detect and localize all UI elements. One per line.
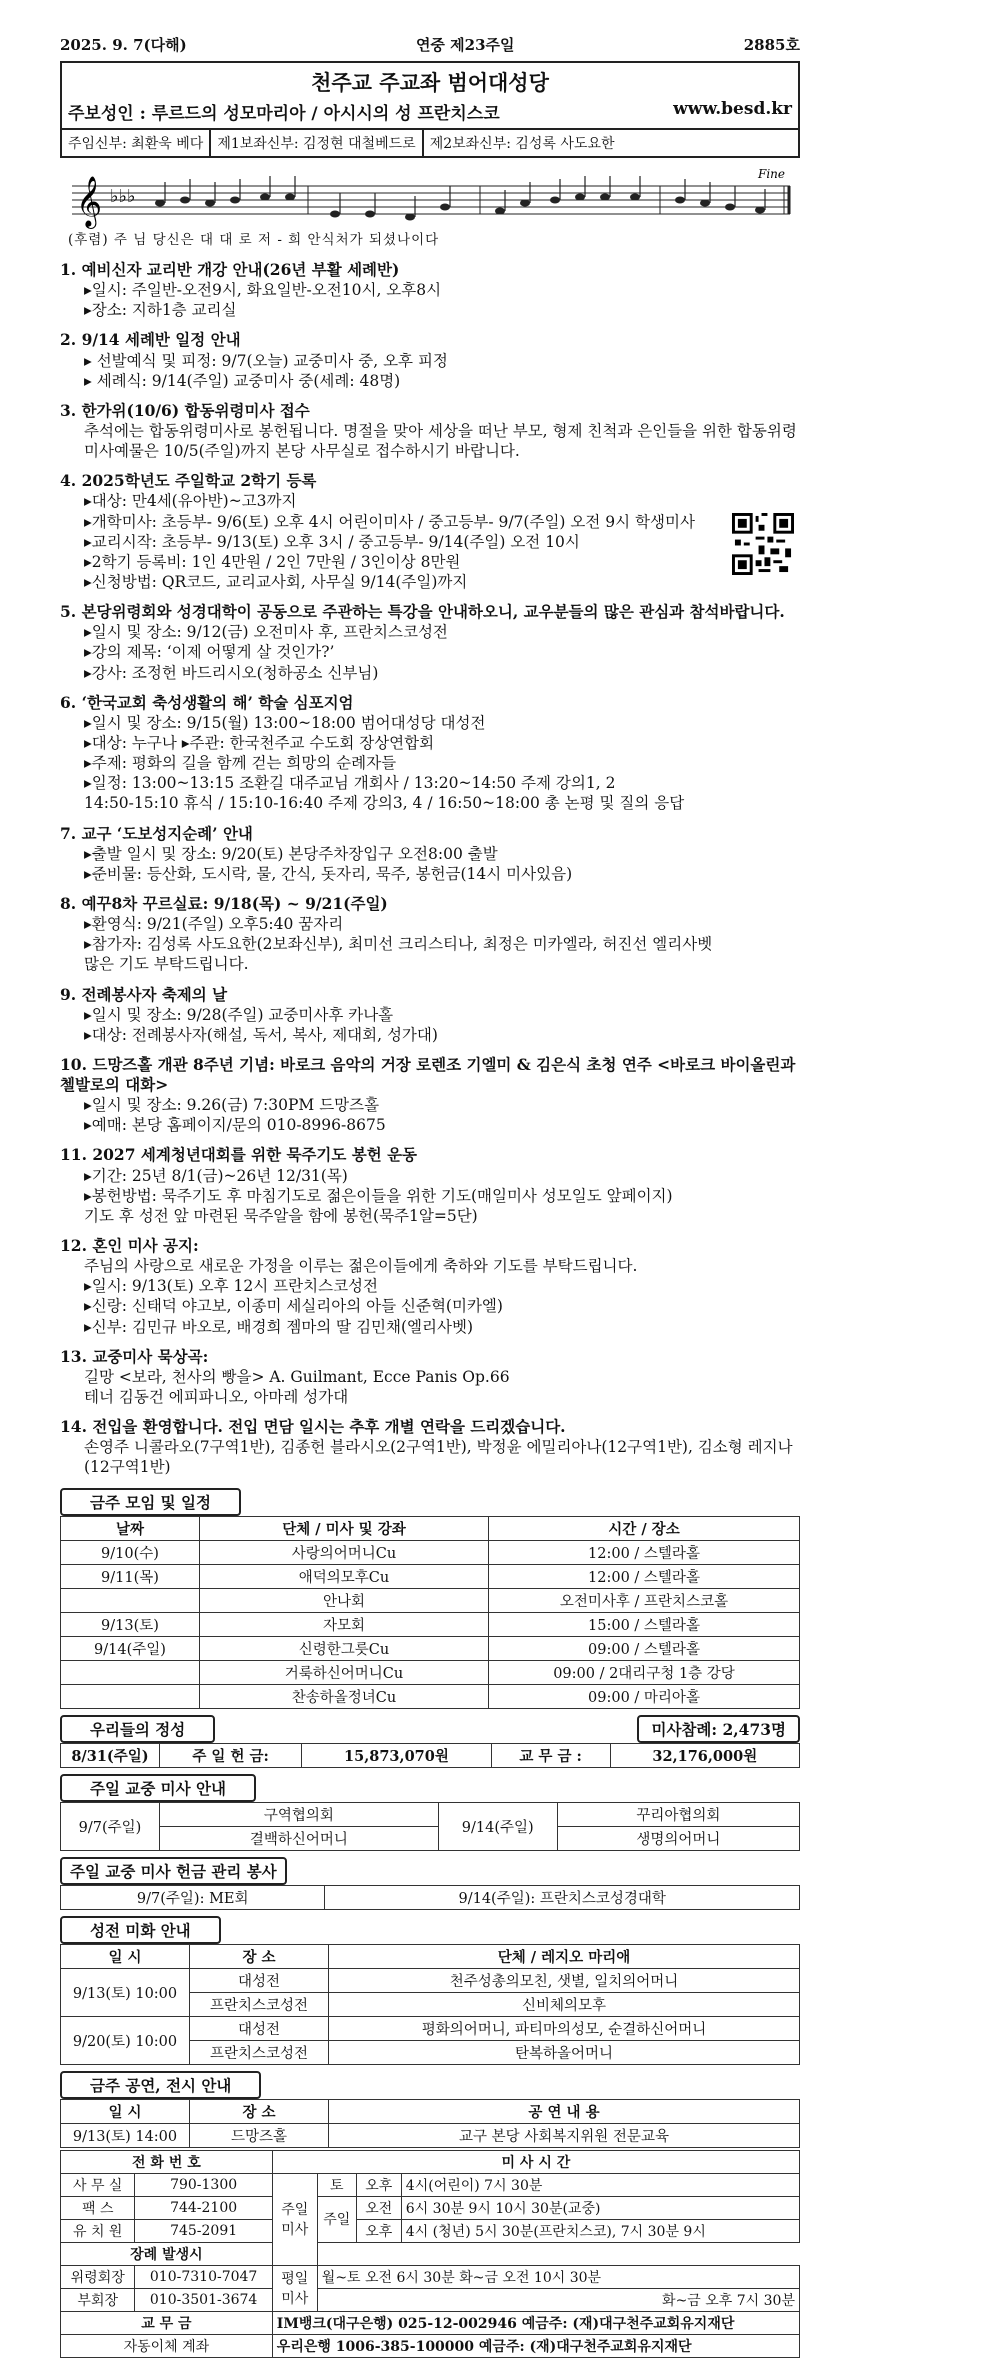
weekly-table (60, 1516, 800, 1709)
weekly-cell (61, 1684, 200, 1708)
main-mass-date-1: 9/7(주일) (61, 1802, 160, 1850)
announcement-title: 14. 전입을 환영합니다. 전입 면담 일시는 추후 개별 연락을 드리겠습니다. (60, 1417, 566, 1437)
sun-label: 주일 (317, 2196, 356, 2242)
announcement-title: 3. 한가위(10/6) 합동위령미사 접수 (60, 400, 310, 420)
weekly-row (61, 1540, 800, 1564)
weekly-cell: 오전미사후 / 프란치스코홀 (489, 1588, 800, 1612)
events-date: 9/13(토) 14:00 (61, 2123, 190, 2147)
weekday-mass-2: 화~금 오후 7시 30분 (317, 2288, 799, 2311)
announcement-title: 9. 전례봉사자 축제의 날 (60, 984, 228, 1004)
weekly-title: 금주 모임 및 일정 (60, 1488, 241, 1516)
cleaning-place-1: 대성전 (190, 1968, 329, 1992)
cleaning-header-date: 일 시 (61, 1944, 190, 1968)
announcement-line: ▸신부: 김민규 바오로, 배경희 젬마의 딸 김민채(엘리사벳) (84, 1317, 473, 1336)
bulletin-issue: 2885호 (743, 36, 800, 54)
announcement-line: ▸일시 및 장소: 9/15(월) 13:00~18:00 범어대성당 대성전 (84, 713, 486, 732)
announcement-line: ▸강사: 조정헌 바드리시오(청하공소 신부님) (84, 663, 379, 682)
events-header-date: 일 시 (61, 2099, 190, 2123)
cleaning-date-1: 9/13(토) 10:00 (61, 1968, 190, 2016)
announcement-line: 기도 후 성전 앞 마련된 묵주알을 함에 봉헌(묵주1알=5단) (84, 1206, 478, 1225)
church-header (60, 61, 800, 130)
events-title: 금주 공연, 전시 안내 (60, 2071, 261, 2099)
phone-number-2: 744-2100 (135, 2196, 272, 2219)
bulletin-page (60, 0, 800, 2358)
weekly-cell: 12:00 / 스텔라홀 (489, 1564, 800, 1588)
announcement-item (60, 1417, 800, 1477)
weekly-cell (61, 1660, 200, 1684)
announcement-title: 11. 2027 세계청년대회를 위한 묵주기도 봉헌 운동 (60, 1145, 418, 1165)
priests-row (60, 130, 800, 158)
weekly-cell: 09:00 / 마리아홀 (489, 1684, 800, 1708)
announcement-line: 추석에는 합동위령미사로 봉헌됩니다. 명절을 맞아 세상을 떠난 부모, 형제 친척과 은인들을 위한 합동위령미사예물은 10/5(주일)까지 본당 사무실로 접수하시기 바랍니다. (84, 421, 797, 461)
offering-title: 우리들의 정성 (60, 1715, 215, 1743)
weekly-cell: 09:00 / 스텔라홀 (489, 1636, 800, 1660)
announcement-line: ▸환영식: 9/21(주일) 오후5:40 꿈자리 (84, 915, 344, 934)
hymn-lyrics: (후렴) 주 님 당신은 대 대 로 저 - 희 안식처가 되셨나이다 (68, 232, 440, 248)
announcement-line: ▸대상: 전례봉사자(해설, 독서, 복사, 제대회, 성가대) (84, 1025, 438, 1044)
announcement-title: 13. 교중미사 묵상곡: (60, 1346, 209, 1366)
weekly-cell: 신령한그릇Cu (200, 1636, 489, 1660)
weekly-row (61, 1636, 800, 1660)
info-table (60, 2150, 800, 2358)
events-table (60, 2099, 800, 2148)
mass-period-2: 오전 (356, 2196, 401, 2219)
collection-left: 9/7(주일): ME회 (61, 1885, 325, 1909)
bulletin-date: 2025. 9. 7(다해) (60, 36, 187, 54)
weekly-cell: 9/10(수) (61, 1540, 200, 1564)
collection-right: 9/14(주일): 프란치스코성경대학 (325, 1885, 800, 1909)
phone-label-2: 팩 스 (61, 2196, 135, 2219)
announcement-line: ▸기간: 25년 8/1(금)~26년 12/31(목) (84, 1166, 348, 1185)
announcement-line: ▸일시 및 장소: 9/28(주일) 교중미사후 카나홀 (84, 1005, 394, 1024)
announcement-line: ▸신랑: 신태덕 야고보, 이종미 세실리아의 아들 신준혁(미카엘) (84, 1297, 503, 1316)
website-link[interactable]: www.besd.kr (673, 99, 792, 119)
collection-title: 주일 교중 미사 헌금 관리 봉사 (60, 1857, 287, 1885)
funeral-label-2: 부회장 (61, 2288, 135, 2311)
weekly-header-group: 단체 / 미사 및 강좌 (200, 1516, 489, 1540)
cleaning-place-3: 대성전 (190, 2016, 329, 2040)
offering-table (60, 1743, 800, 1768)
announcement-line: ▸장소: 지하1층 교리실 (84, 301, 237, 320)
events-place: 드망즈홀 (190, 2123, 329, 2147)
cleaning-group-1: 천주성총의모친, 샛별, 일치의어머니 (329, 1968, 800, 1992)
music-notation-icon (60, 166, 800, 236)
announcement-title: 5. 본당위령회와 성경대학이 공동으로 주관하는 특강을 안내하오니, 교우분들의 많은 관심과 참석바랍니다. (60, 602, 785, 622)
weekday-mass-label: 평일 미사 (272, 2265, 317, 2311)
cleaning-header-group: 단체 / 레지오 마리애 (329, 1944, 800, 1968)
announcement-item (60, 1236, 800, 1337)
weekly-row (61, 1660, 800, 1684)
cleaning-place-4: 프란치스코성전 (190, 2040, 329, 2064)
diocese-amount: 32,176,000원 (610, 1743, 799, 1767)
announcement-item (60, 1347, 800, 1407)
sunday-mass-label: 주일 미사 (272, 2173, 317, 2265)
phone-number-1: 790-1300 (135, 2173, 272, 2196)
mass-time-1: 4시(어린이) 7시 30분 (401, 2173, 799, 2196)
events-header-content: 공 연 내 용 (329, 2099, 800, 2123)
announcement-line: ▸출발 일시 및 장소: 9/20(토) 본당주차장입구 오전8:00 출발 (84, 844, 498, 863)
collection-table (60, 1885, 800, 1910)
announcement-line: ▸ 선발예식 및 피정: 9/7(오늘) 교중미사 중, 오후 피정 (84, 351, 448, 370)
announcement-line: ▸대상: 만4세(유아반)~고3까지 (84, 492, 297, 511)
diocese-label: 교 무 금 : (491, 1743, 610, 1767)
qr-code-icon[interactable] (730, 513, 796, 575)
announcement-line: ▸개학미사: 초등부- 9/6(토) 오후 4시 어린이미사 / 중고등부- 9/7(주일) 오전 9시 학생미사 (84, 512, 695, 531)
weekly-cell: 09:00 / 2대리구청 1층 강당 (489, 1660, 800, 1684)
weekly-cell: 거룩하신어머니Cu (200, 1660, 489, 1684)
announcement-title: 12. 혼인 미사 공지: (60, 1236, 199, 1256)
hymn-staff (60, 166, 800, 236)
phone-label-1: 사 무 실 (61, 2173, 135, 2196)
sat-label: 토 (317, 2173, 356, 2196)
announcement-list (60, 260, 800, 1478)
announcement-item (60, 471, 800, 592)
mass-period-3: 오후 (356, 2219, 401, 2242)
attendance-count: 미사참례: 2,473명 (637, 1715, 800, 1743)
mass-times-title: 미 사 시 간 (272, 2150, 799, 2173)
weekly-cell: 9/13(토) (61, 1612, 200, 1636)
main-mass-group-2a: 꾸리아협의회 (557, 1802, 799, 1826)
announcement-item (60, 985, 800, 1045)
announcement-line: ▸교리시작: 초등부- 9/13(토) 오후 3시 / 중고등부- 9/14(주일) 오전 10시 (84, 532, 580, 551)
cleaning-group-4: 탄복하올어머니 (329, 2040, 800, 2064)
announcement-line: ▸일시 및 장소: 9/12(금) 오전미사 후, 프란치스코성전 (84, 623, 448, 642)
svg-text:𝄞: 𝄞 (76, 176, 103, 227)
funeral-label-1: 위령회장 (61, 2265, 135, 2288)
weekly-header-place: 시간 / 장소 (489, 1516, 800, 1540)
announcement-title: 4. 2025학년도 주일학교 2학기 등록 (60, 471, 317, 491)
announcement-line: ▸ 세례식: 9/14(주일) 교중미사 중(세례: 48명) (84, 371, 401, 390)
weekly-row (61, 1684, 800, 1708)
patron-saints: 주보성인 : 루르드의 성모마리아 / 아시시의 성 프란치스코 (68, 104, 500, 124)
announcement-line: 14:50-15:10 휴식 / 15:10-16:40 주제 강의3, 4 / 16:50~18:00 총 논평 및 질의 응답 (84, 794, 685, 813)
funeral-title: 장례 발생시 (61, 2242, 273, 2265)
announcement-title: 8. 예꾸8차 꾸르실료: 9/18(목) ~ 9/21(주일) (60, 893, 388, 913)
mass-time-3: 4시 (청년) 5시 30분(프란치스코), 7시 30분 9시 (401, 2219, 799, 2242)
phone-label-3: 유 치 원 (61, 2219, 135, 2242)
weekly-row (61, 1588, 800, 1612)
offering-date: 8/31(주일) (61, 1743, 160, 1767)
announcement-title: 10. 드망즈홀 개관 8주년 기념: 바로크 음악의 거장 로렌조 기엘미 & 김은식 초청 연주 <바로크 바이올린과 첼발로의 대화> (60, 1054, 796, 1095)
announcement-line: ▸일시 및 장소: 9.26(금) 7:30PM 드망즈홀 (84, 1096, 380, 1115)
announcement-item (60, 894, 800, 975)
announcement-line: 주님의 사랑으로 새로운 가정을 이루는 젊은이들에게 축하와 기도를 부탁드립니다. (84, 1257, 638, 1276)
announcement-item (60, 693, 800, 814)
weekly-cell: 9/11(목) (61, 1564, 200, 1588)
cleaning-table (60, 1944, 800, 2065)
announcement-line: ▸준비물: 등산화, 도시락, 물, 간식, 돗자리, 묵주, 봉헌금(14시 미사있음) (84, 864, 573, 883)
main-mass-table (60, 1802, 800, 1851)
announcement-item (60, 1055, 800, 1136)
announcement-title: 6. ‘한국교회 축성생활의 해’ 학술 심포지엄 (60, 692, 354, 712)
announcement-item (60, 602, 800, 683)
hymn-fine: Fine (758, 167, 785, 181)
mass-period-1: 오후 (356, 2173, 401, 2196)
announcement-line: ▸강의 제목: ‘이제 어떻게 살 것인가?’ (84, 643, 335, 662)
sunday-offering-label: 주 일 헌 금: (160, 1743, 302, 1767)
bulletin-week: 연중 제23주일 (415, 36, 515, 54)
events-header-place: 장 소 (190, 2099, 329, 2123)
announcement-line: ▸2학기 등록비: 1인 4만원 / 2인 7만원 / 3인이상 8만원 (84, 552, 461, 571)
announcement-line: 길망 <보라, 천사의 빵을> A. Guilmant, Ecce Panis Op.66 (84, 1367, 510, 1386)
weekly-cell: 안나회 (200, 1588, 489, 1612)
weekly-header-date: 날짜 (61, 1516, 200, 1540)
main-mass-group-2b: 생명의어머니 (557, 1826, 799, 1850)
funeral-number-1: 010-7310-7047 (135, 2265, 272, 2288)
announcement-item (60, 330, 800, 390)
svg-text:♭♭♭: ♭♭♭ (110, 186, 136, 207)
announcement-title: 2. 9/14 세례반 일정 안내 (60, 330, 241, 350)
funeral-number-2: 010-3501-3674 (135, 2288, 272, 2311)
announcement-item (60, 1145, 800, 1226)
announcement-line: 손영주 니콜라오(7구역1반), 김종헌 블라시오(2구역1반), 박정윤 에밀리아나(12구역1반), 김소형 레지나(12구역1반) (84, 1438, 793, 1477)
weekly-cell: 애덕의모후Cu (200, 1564, 489, 1588)
bank-account-2: 우리은행 1006-385-100000 예금주: (재)대구천주교회유지재단 (272, 2334, 799, 2357)
bank-account-1: IM뱅크(대구은행) 025-12-002946 예금주: (재)대구천주교회유지재단 (272, 2311, 799, 2334)
cleaning-place-2: 프란치스코성전 (190, 1992, 329, 2016)
cleaning-header-place: 장 소 (190, 1944, 329, 1968)
weekly-cell: 9/14(주일) (61, 1636, 200, 1660)
donation-title: 교 무 금 (61, 2311, 273, 2334)
announcement-line: ▸대상: 누구나 ▸주관: 한국천주교 수도회 장상연합회 (84, 733, 435, 752)
announcement-item (60, 401, 800, 461)
cleaning-group-3: 평화의어머니, 파티마의성모, 순결하신어머니 (329, 2016, 800, 2040)
announcement-line: ▸참가자: 김성록 사도요한(2보좌신부), 최미선 크리스티나, 최정은 미카엘라, 허진선 엘리사벳 (84, 935, 713, 954)
announcement-item (60, 824, 800, 884)
weekly-cell: 자모회 (200, 1612, 489, 1636)
cleaning-group-2: 신비체의모후 (329, 1992, 800, 2016)
main-mass-group-1a: 구역협의회 (160, 1802, 439, 1826)
weekday-mass-1: 월~토 오전 6시 30분 화~금 오전 10시 30분 (317, 2265, 799, 2288)
announcement-line: ▸예매: 본당 홈페이지/문의 010-8996-8675 (84, 1116, 386, 1135)
weekly-cell: 사랑의어머니Cu (200, 1540, 489, 1564)
announcement-title: 1. 예비신자 교리반 개강 안내(26년 부활 세례반) (60, 260, 400, 279)
weekly-cell (61, 1588, 200, 1612)
cleaning-title: 성전 미화 안내 (60, 1916, 221, 1944)
announcement-line: 많은 기도 부탁드립니다. (84, 955, 249, 974)
announcement-item (60, 260, 800, 320)
main-mass-group-1b: 결백하신어머니 (160, 1826, 439, 1850)
weekly-row (61, 1612, 800, 1636)
weekly-cell: 12:00 / 스텔라홀 (489, 1540, 800, 1564)
assistant-2: 제2보좌신부: 김성록 사도요한 (429, 136, 615, 152)
announcement-line: ▸봉헌방법: 묵주기도 후 마침기도로 젊은이들을 위한 기도(매일미사 성모일도 앞페이지) (84, 1186, 673, 1205)
weekly-cell: 15:00 / 스텔라홀 (489, 1612, 800, 1636)
bulletin-topline (60, 34, 800, 55)
events-content: 교구 본당 사회복지위원 전문교육 (329, 2123, 800, 2147)
weekly-cell: 찬송하올정녀Cu (200, 1684, 489, 1708)
donation-sub: 자동이체 계좌 (61, 2334, 273, 2357)
main-mass-title: 주일 교중 미사 안내 (60, 1774, 256, 1802)
church-name: 천주교 주교좌 범어대성당 (311, 70, 549, 95)
announcement-line: ▸일시: 9/13(토) 오후 12시 프란치스코성전 (84, 1277, 378, 1296)
phone-number-3: 745-2091 (135, 2219, 272, 2242)
announcement-line: ▸신청방법: QR코드, 교리교사회, 사무실 9/14(주일)까지 (84, 572, 468, 591)
weekly-row (61, 1564, 800, 1588)
announcement-line: 테너 김동건 에피파니오, 아마레 성가대 (84, 1388, 349, 1407)
main-mass-date-2: 9/14(주일) (438, 1802, 557, 1850)
phones-title: 전 화 번 호 (61, 2150, 273, 2173)
announcement-line: ▸일정: 13:00~13:15 조환길 대주교님 개회사 / 13:20~14:50 주제 강의1, 2 (84, 774, 616, 793)
mass-time-2: 6시 30분 9시 10시 30분(교중) (401, 2196, 799, 2219)
assistant-1: 제1보좌신부: 김정현 대철베드로 (211, 130, 423, 156)
cleaning-date-3: 9/20(토) 10:00 (61, 2016, 190, 2064)
pastor: 주임신부: 최환욱 베다 (62, 130, 211, 156)
announcement-line: ▸일시: 주일반-오전9시, 화요일반-오전10시, 오후8시 (84, 281, 442, 300)
patron-line (62, 99, 798, 128)
announcement-title: 7. 교구 ‘도보성지순례’ 안내 (60, 823, 253, 843)
announcement-line: ▸주제: 평화의 길을 함께 걷는 희망의 순례자들 (84, 754, 397, 773)
sunday-offering-amount: 15,873,070원 (302, 1743, 491, 1767)
